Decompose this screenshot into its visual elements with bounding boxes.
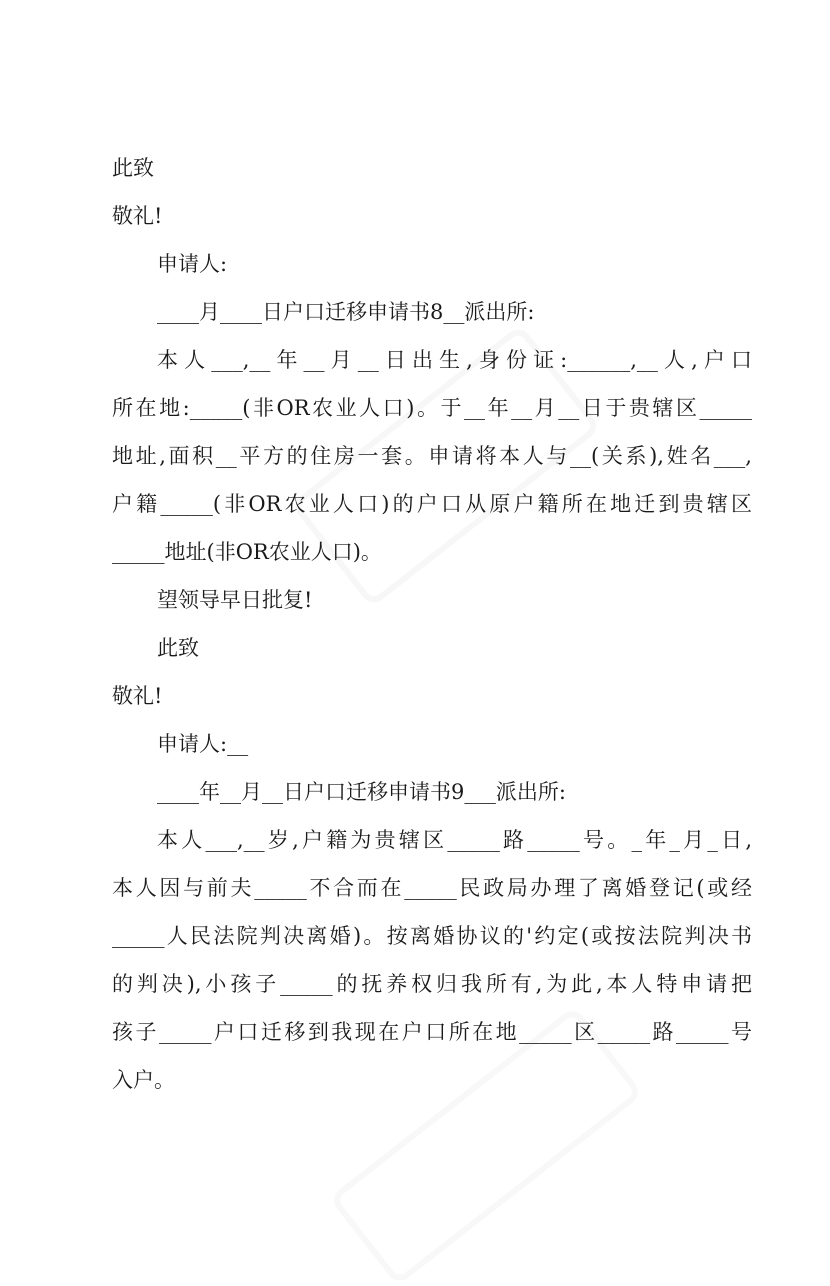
paragraph-line: 地址,面积__平方的住房一套。申请将本人与__(关系),姓名___,	[112, 444, 752, 468]
closing-regards: 敬礼!	[112, 684, 163, 708]
paragraph-line: 本人因与前夫_____不合而在_____民政局办理了离婚登记(或经	[112, 876, 752, 900]
section-heading: ____月____日户口迁移申请书8__派出所:	[157, 300, 535, 324]
closing-salutation: 此致	[157, 636, 199, 660]
paragraph-line: 孩子_____户口迁移到我现在户口所在地_____区_____路_____号	[112, 1020, 752, 1044]
closing-salutation: 此致	[112, 156, 154, 180]
paragraph-line: 本人___,__岁,户籍为贵辖区_____路_____号。_年_月_日,	[157, 828, 752, 852]
paragraph-line: 户籍_____(非OR农业人口)的户口从原户籍所在地迁到贵辖区	[112, 492, 752, 516]
paragraph-line: _____地址(非OR农业人口)。	[112, 540, 382, 564]
watermark-stamp	[329, 1006, 644, 1286]
paragraph-line: 本人___,__年__月__日出生,身份证:______,__人,户口	[157, 348, 752, 372]
request-line: 望领导早日批复!	[157, 588, 313, 612]
section-heading: ____年__月__日户口迁移申请书9___派出所:	[157, 780, 566, 804]
paragraph-line: 入户。	[112, 1068, 175, 1092]
applicant-signature: 申请人:	[157, 252, 228, 276]
applicant-signature: 申请人:__	[157, 732, 249, 756]
paragraph-line: 所在地:_____(非OR农业人口)。于__年__月__日于贵辖区_____	[112, 396, 752, 420]
paragraph-line: 的判决),小孩子_____的抚养权归我所有,为此,本人特申请把	[112, 972, 752, 996]
paragraph-line: _____人民法院判决离婚)。按离婚协议的'约定(或按法院判决书	[112, 924, 752, 948]
closing-regards: 敬礼!	[112, 204, 163, 228]
